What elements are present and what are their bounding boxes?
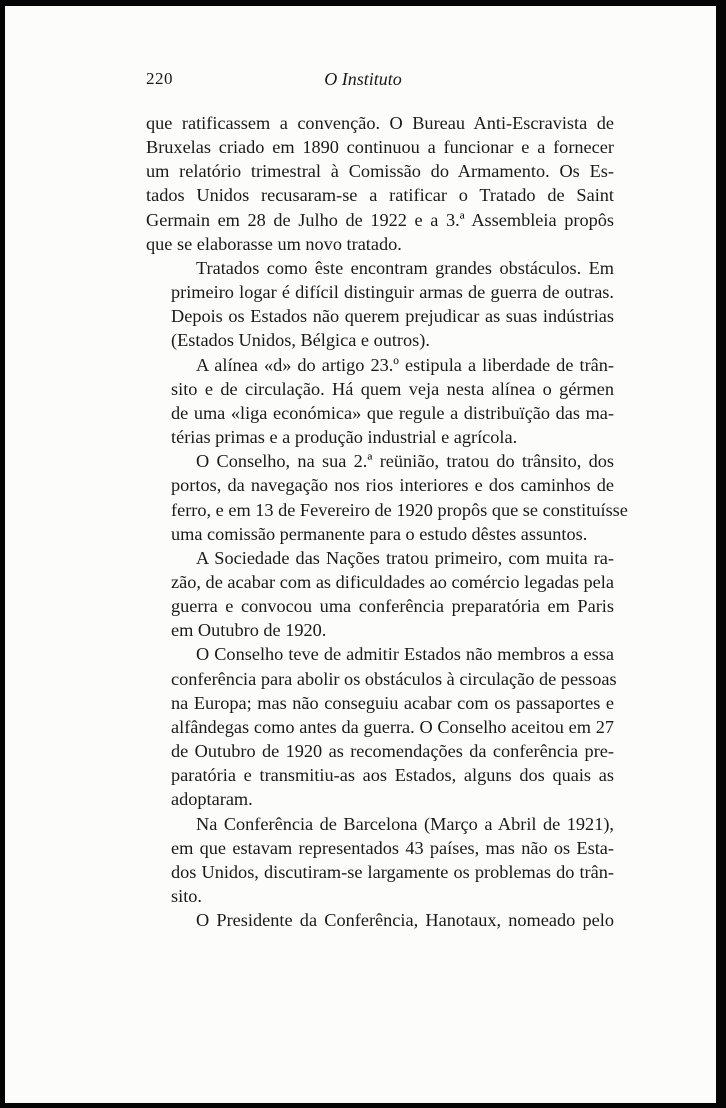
page-number: 220 bbox=[146, 69, 173, 88]
text-line: guerra e convocou uma conferência preparatória em Paris bbox=[171, 596, 614, 617]
text-line: que ratificassem a convenção. O Bureau Anti-Escravista de bbox=[146, 113, 614, 133]
paragraph bbox=[146, 908, 614, 932]
text-line: em Outubro de 1920. bbox=[171, 620, 327, 641]
paragraph bbox=[146, 353, 614, 450]
text-line: O Presidente da Conferência, Hanotaux, nomeado pelo bbox=[196, 910, 614, 931]
text-line: adoptaram. bbox=[171, 789, 253, 810]
paragraph bbox=[146, 449, 628, 546]
text-line: O Conselho teve de admitir Estados não membros a essa bbox=[196, 644, 614, 665]
text-line: primeiro logar é difícil distinguir armas de guerra de outras. bbox=[171, 282, 614, 303]
text-line: Na Conferência de Barcelona (Março a Abril de 1921), bbox=[196, 813, 614, 834]
text-line: Bruxelas criado em 1890 continuou a funcionar e a fornecer bbox=[146, 137, 614, 158]
text-line: Germain em 28 de Julho de 1922 e a 3.ª Assembleia propôs bbox=[146, 209, 614, 230]
text-line: zão, de acabar com as dificuldades ao comércio legadas pela bbox=[171, 571, 614, 592]
text-line: Depois os Estados não querem prejudicar as suas indústrias bbox=[171, 306, 614, 327]
body-text bbox=[146, 111, 628, 932]
paragraph bbox=[146, 256, 614, 353]
text-line: que se elaborasse um novo tratado. bbox=[146, 233, 402, 254]
text-line: de Outubro de 1920 as recomendações da conferência pre- bbox=[171, 741, 614, 762]
text-line: uma comissão permanente para o estudo dêstes assuntos. bbox=[171, 523, 588, 544]
text-line: Tratados como êste encontram grandes obstáculos. Em bbox=[196, 257, 614, 278]
text-line: portos, da navegação nos rios interiores e dos caminhos de bbox=[171, 475, 614, 496]
text-line: térias primas e a produção industrial e agrícola. bbox=[171, 427, 518, 448]
text-line: alfândegas como antes da guerra. O Conselho aceitou em 27 bbox=[171, 716, 614, 737]
text-line: um relatório trimestral à Comissão do Armamento. Os Es- bbox=[146, 161, 614, 182]
text-line: na Europa; mas não conseguiu acabar com os passaportes e bbox=[171, 692, 614, 713]
text-line: O Conselho, na sua 2.ª reünião, tratou do trânsito, dos bbox=[196, 451, 614, 472]
text-line: em que estavam representados 43 países, mas não os Esta- bbox=[171, 837, 614, 858]
text-line: ferro, e em 13 de Fevereiro de 1920 propôs que se constituísse bbox=[171, 499, 628, 520]
text-line: paratória e transmitiu-as aos Estados, alguns dos quais as bbox=[171, 765, 614, 786]
text-line: A Sociedade das Nações tratou primeiro, com muita ra- bbox=[196, 547, 614, 568]
paragraph bbox=[146, 812, 614, 909]
text-line: (Estados Unidos, Bélgica e outros). bbox=[171, 330, 430, 351]
text-line: sito. bbox=[171, 886, 202, 906]
running-head bbox=[0, 69, 726, 93]
paragraph bbox=[146, 642, 617, 811]
text-line: sito e de circulação. Há quem veja nesta alínea o gérmen bbox=[171, 378, 614, 399]
paragraph bbox=[146, 111, 614, 256]
running-title: O Instituto bbox=[324, 69, 402, 89]
text-line: dos Unidos, discutiram-se largamente os problemas do trân- bbox=[171, 861, 614, 882]
text-line: de uma «liga económica» que regule a distribuïção das ma- bbox=[171, 402, 614, 423]
paragraph bbox=[146, 546, 614, 643]
text-line: tados Unidos recusaram-se a ratificar o Tratado de Saint bbox=[146, 185, 614, 206]
text-line: conferência para abolir os obstáculos à circulação de pessoas bbox=[171, 668, 617, 689]
text-line: A alínea «d» do artigo 23.º estipula a liberdade de trân- bbox=[196, 354, 614, 375]
